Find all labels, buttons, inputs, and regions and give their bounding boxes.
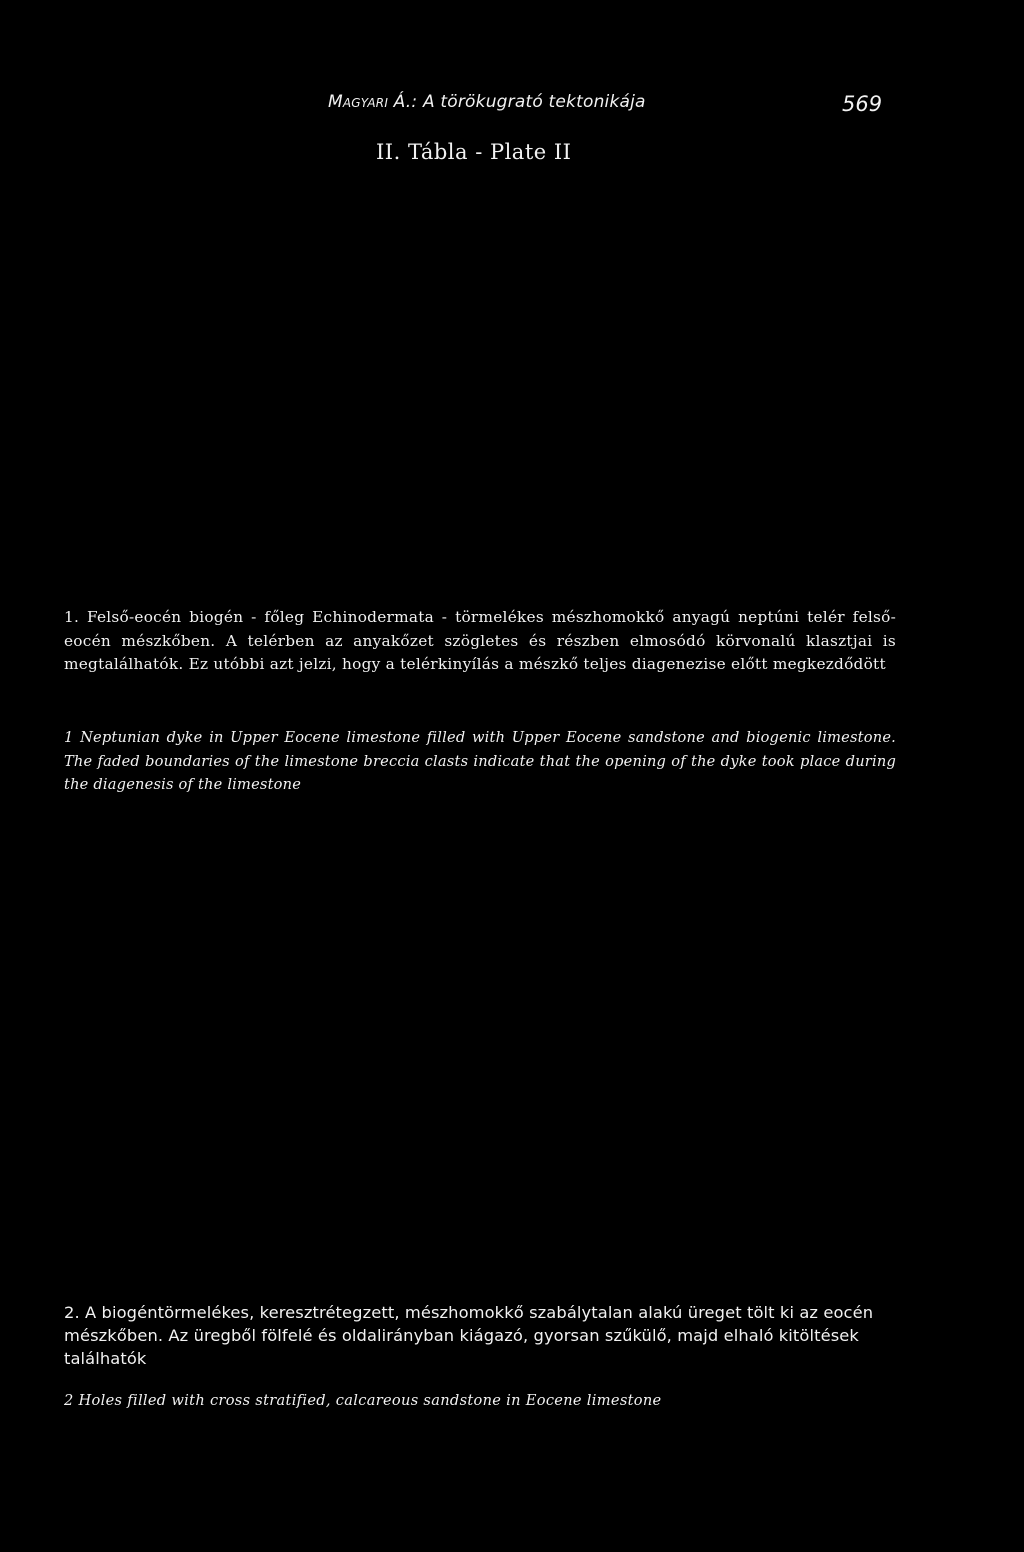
header-author: Magyari Á. [328, 92, 412, 112]
caption-2-hungarian: 2. A biogéntörmelékes, keresztrétegzett, mészhomokkő szabálytalan alakú üreget tölt ki az eocén mészkőben. Az üregből fölfelé és oldalirányban kiágazó, gyorsan szűkülő, majd elhaló kitöltések találhatók [64, 1303, 874, 1368]
caption-2-english: 2 Holes filled with cross stratified, calcareous sandstone in Eocene limestone [64, 1392, 662, 1409]
caption-1-hungarian: 1. Felső-eocén biogén - főleg Echinodermata - törmelékes mészhomokkő anyagú neptúni telér felső-eocén mészkőben. A telérben az anyakőzet szögletes és részben elmosódó körvonalú klasztjai is megtalálhatók. Ez utóbbi azt jelzi, hogy a telérkinyílás a mészkő teljes diagenezise előtt megkezdődött [64, 608, 896, 673]
caption-1-english: 1 Neptunian dyke in Upper Eocene limestone filled with Upper Eocene sandstone and biogenic limestone. The faded boundaries of the limestone breccia clasts indicate that the opening of the dyke took place during the diagenesis of the limestone [64, 729, 896, 793]
header-title: : A törökugrató tektonikája [411, 92, 646, 112]
running-header [328, 92, 646, 112]
plate-title: II. Tábla - Plate II [376, 140, 572, 164]
page-number: 569 [842, 92, 883, 116]
